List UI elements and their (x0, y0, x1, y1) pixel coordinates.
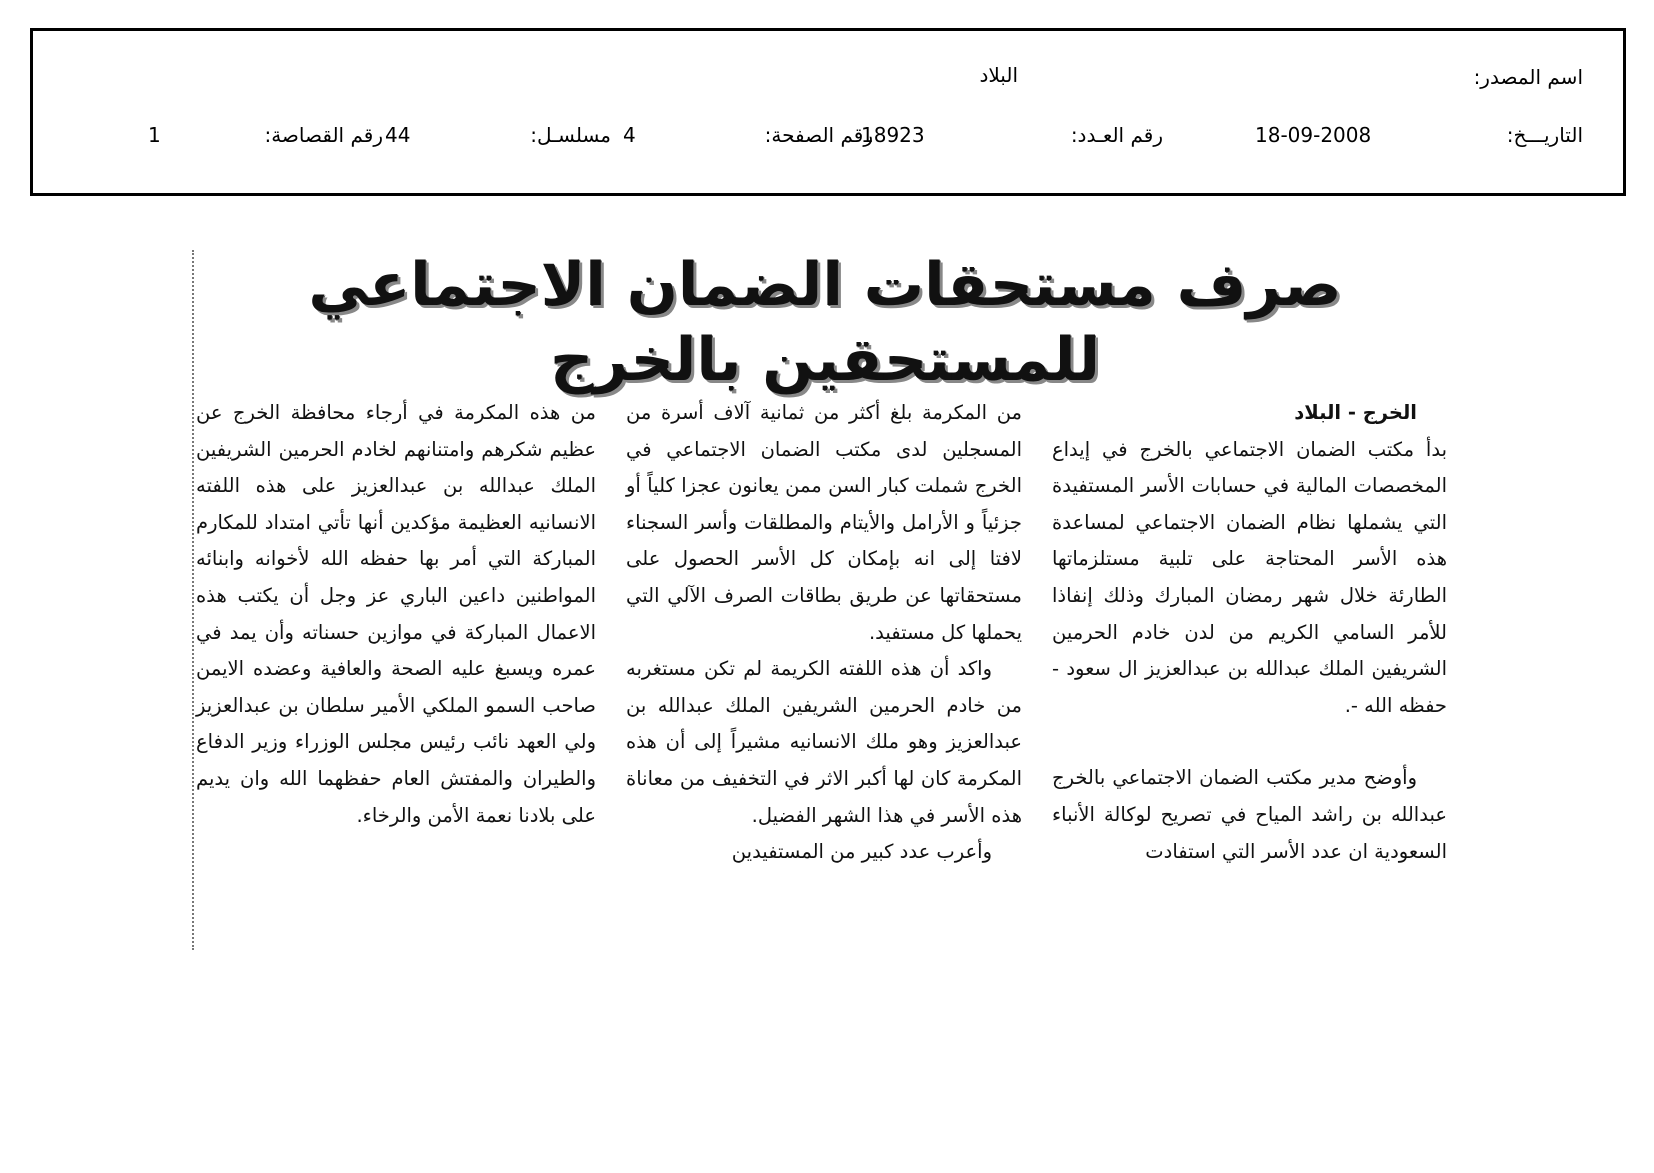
clip-value: 1 (148, 123, 161, 147)
dateline: الخرج - البلاد (1294, 401, 1417, 424)
source-label: اسم المصدر: (1473, 65, 1583, 89)
article-column-left (196, 395, 596, 834)
paragraph: من المكرمة بلغ أكثر من ثمانية آلاف أسرة من المسجلين لدى مكتب الضمان الاجتماعي في الخرج شملت كبار السن ممن يعانون عجزا كلياً أو جزئياً و الأرامل والأيتام والمطلقات وأسر السجناء لافتا إلى انه بإمكان كل الأسر الحصول على مستحقاتها عن طريق بطاقات الصرف الآلي التي يحملها كل مستفيد. (626, 401, 1022, 644)
paragraph: من هذه المكرمة في أرجاء محافظة الخرج عن عظيم شكرهم وامتنانهم لخادم الحرمين الشريفين الملك عبدالله بن عبدالعزيز على هذه اللفته الانسانيه العظيمة مؤكدين أنها تأتي امتداد للمكارم المباركة التي أمر بها حفظه الله لأخوانه وابنائه المواطنين داعين الباري عز وجل أن يكتب هذه الاعمال المباركة في موازين حسناته وأن يمد في عمره ويسبغ عليه الصحة والعافية وعضده الايمن صاحب السمو الملكي الأمير سلطان بن عبدالعزيز ولي العهد نائب رئيس مجلس الوزراء وزير الدفاع والطيران والمفتش العام حفظهما الله وان يديم على بلادنا نعمة الأمن والرخاء. (196, 401, 596, 827)
article-title: صرف مستحقات الضمان الاجتماعي للمستحقين بالخرج (308, 250, 1342, 395)
article-column-middle (626, 395, 1022, 871)
paragraph: بدأ مكتب الضمان الاجتماعي بالخرج في إيداع المخصصات المالية في حسابات الأسر المستفيدة التي يشملها نظام الضمان الاجتماعي لمساعدة هذه الأسر المحتاجة على تلبية مستلزماتها الطارئة خلال شهر رمضان المبارك وذلك إنفاذا للأمر السامي الكريم من لدن خادم الحرمين الشريفين الملك عبدالله بن عبدالعزيز ال سعود - حفظه الله -. (1052, 437, 1447, 717)
page-value: 4 (623, 123, 636, 147)
serial-value: 44 (385, 123, 411, 147)
clipping-header (30, 28, 1626, 196)
serial-label: مسلسـل: (530, 123, 611, 147)
issue-value: 18923 (861, 123, 925, 147)
clip-label: رقم القصاصة: (264, 123, 383, 147)
date-label: التاريـــخ: (1506, 123, 1583, 147)
date-value: 18-09-2008 (1255, 123, 1372, 147)
paragraph: وأوضح مدير مكتب الضمان الاجتماعي بالخرج عبدالله بن راشد المياح في تصريح لوكالة الأنباء السعودية ان عدد الأسر التي استفادت (1052, 766, 1447, 863)
page-label: رقم الصفحة: (764, 123, 873, 147)
source-value: البلاد (979, 63, 1018, 87)
paragraph: وأعرب عدد كبير من المستفيدين (731, 840, 992, 864)
paragraph: واكد أن هذه اللفته الكريمة لم تكن مستغربه من خادم الحرمين الشريفين الملك عبدالله بن عبدالعزيز وهو ملك الانسانيه مشيراً إلى أن هذه المكرمة كان لها أكبر الاثر في التخفيف من معاناة هذه الأسر في هذا الشهر الفضيل. (626, 657, 1022, 827)
article-column-right (1052, 395, 1447, 870)
issue-label: رقم العـدد: (1070, 123, 1163, 147)
